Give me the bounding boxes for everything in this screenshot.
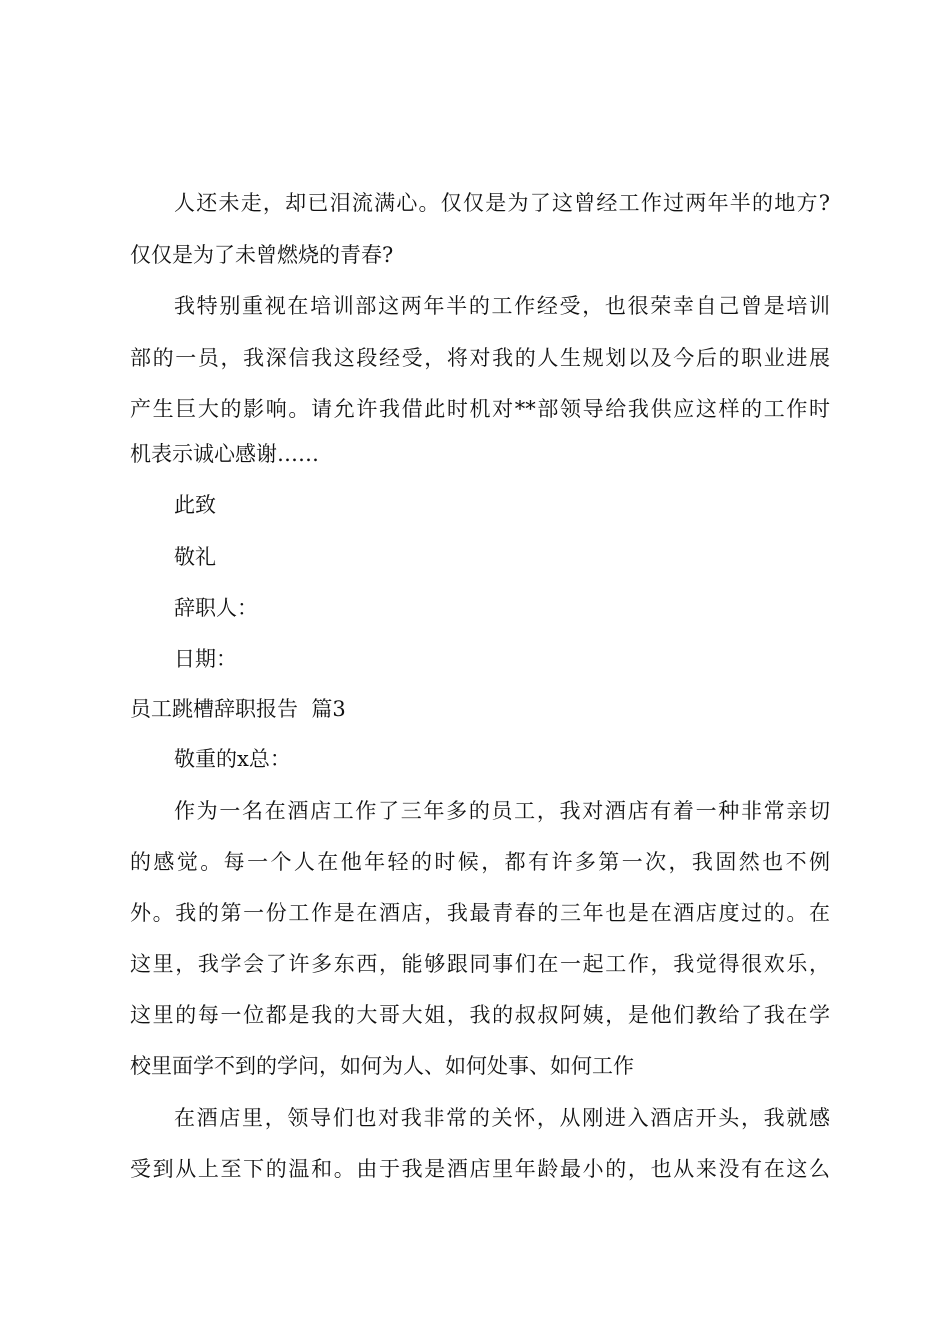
paragraph-line: 机表示诚心感谢…… [130,442,319,466]
paragraph-line: 这里，我学会了许多东西，能够跟同事们在一起工作，我觉得很欢乐， [130,952,830,976]
signature-label: 辞职人： [174,596,258,620]
paragraph-line: 人还未走，却已泪流满心。仅仅是为了这曾经工作过两年半的地方? [174,191,830,215]
paragraph-line: 在酒店里，领导们也对我非常的关怀，从刚进入酒店开头，我就感 [174,1106,830,1130]
paragraph-line: 部的一员，我深信我这段经受，将对我的人生规划以及今后的职业进展 [130,346,830,370]
closing-line: 敬礼 [174,545,216,569]
paragraph-line: 这里的每一位都是我的大哥大姐，我的叔叔阿姨，是他们教给了我在学 [130,1003,830,1027]
salutation-line: 敬重的x总： [174,747,291,771]
paragraph-line: 校里面学不到的学问，如何为人、如何处事、如何工作 [130,1054,634,1078]
paragraph-line: 我特别重视在培训部这两年半的工作经受，也很荣幸自己曾是培训 [174,294,830,318]
paragraph-line: 产生巨大的影响。请允许我借此时机对**部领导给我供应这样的工作时 [130,397,830,421]
paragraph-line: 的感觉。每一个人在他年轻的时候，都有许多第一次，我固然也不例 [130,850,830,874]
paragraph-line: 作为一名在酒店工作了三年多的员工，我对酒店有着一种非常亲切 [174,799,830,823]
date-label: 日期： [174,647,237,671]
paragraph-line: 外。我的第一份工作是在酒店，我最青春的三年也是在酒店度过的。在 [130,901,830,925]
closing-line: 此致 [174,493,216,517]
paragraph-line: 受到从上至下的温和。由于我是酒店里年龄最小的，也从来没有在这么 [130,1157,830,1181]
paragraph-line: 仅仅是为了未曾燃烧的青春? [130,243,394,267]
section-title: 员工跳槽辞职报告 篇3 [130,697,346,721]
